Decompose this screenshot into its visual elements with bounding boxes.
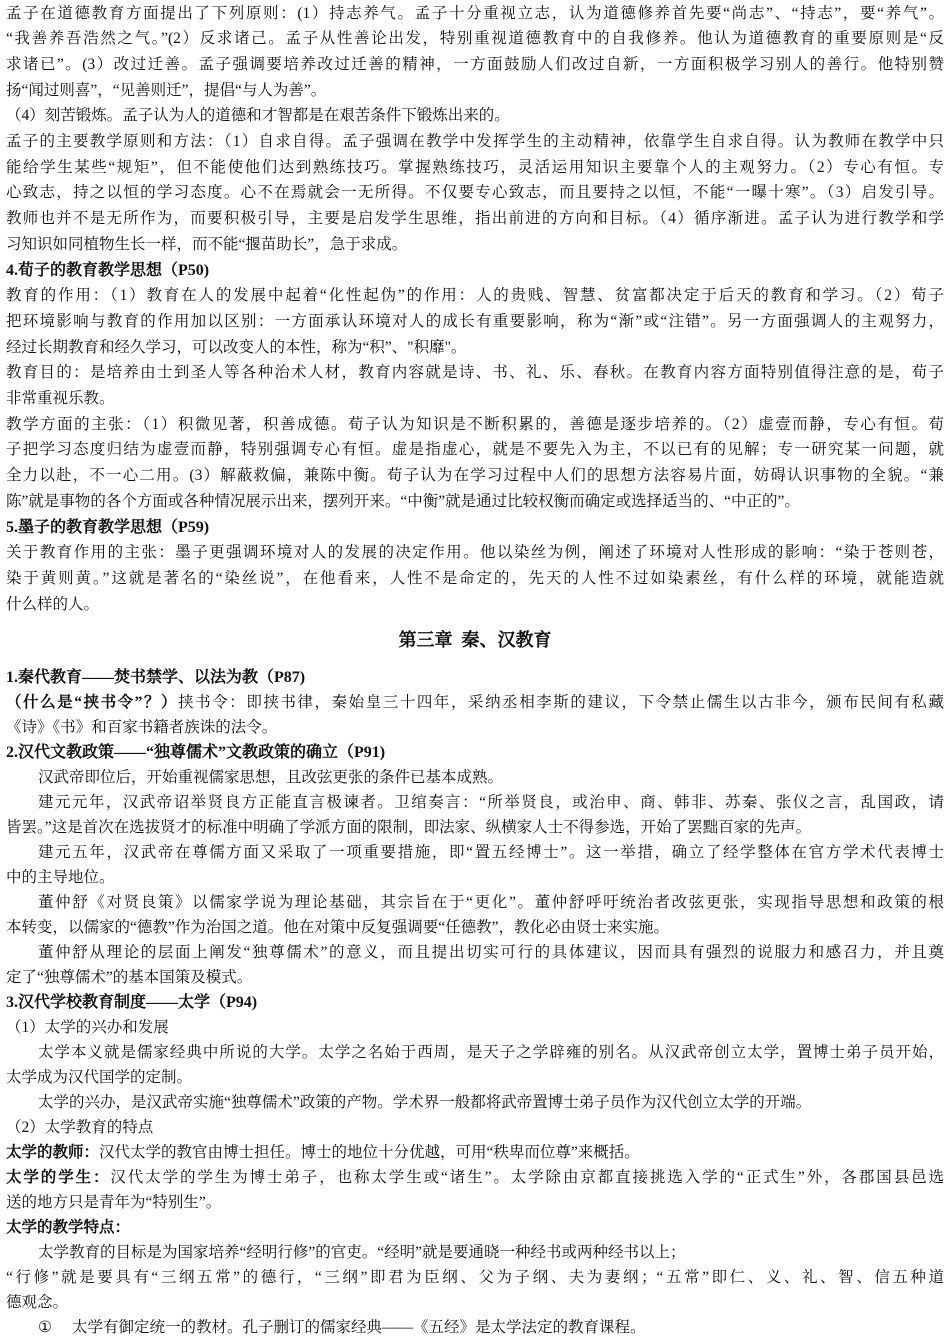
text-line: 孟子的主要教学原则和方法：（1）自求自得。孟子强调在教学中发挥学生的主动精神，依靠学生自求自得。认为教师在教学中只 bbox=[6, 133, 944, 150]
subsection-heading: （2）太学教育的特点 bbox=[6, 1118, 154, 1136]
section-heading: 1.秦代教育——焚书禁学、以法为教（P87) bbox=[6, 668, 306, 686]
text-line: 《诗》《书》和百家书籍者族诛的法令。 bbox=[6, 718, 278, 736]
text-line bbox=[6, 690, 944, 715]
text-line: 孟子在道德教育方面提出了下列原则：(1）持志养气。孟子十分重视立志，认为道德修养首先要“尚志”、“持志”，要“养气”。 bbox=[6, 4, 944, 22]
line-text: 汉代太学的学生为博士弟子，也称太学生或“诸生”。太学除由京都直接挑选入学的“正式生”外，各郡国县邑选 bbox=[110, 1168, 944, 1186]
term-label: 太学的教学特点： bbox=[6, 1218, 131, 1236]
text-line: 非常重视乐教。 bbox=[6, 390, 115, 407]
line-text: 挟书令：即挟书律，秦始皇三十四年，采纳丞相李斯的建议，下令禁止儒生以古非今，颁布民间有私藏 bbox=[178, 693, 944, 711]
text-line: 把环境影响与教育的作用加以区别：一方面承认环境对人的成长有重要影响，称为“渐”或“注错”。另一方面强调人的主观努力， bbox=[6, 312, 944, 330]
section-heading: 5.墨子的教育教学思想（P59) bbox=[6, 518, 210, 536]
text-line: 陈”就是事物的各个方面或各种情况展示出来，摆列开来。“中衡”就是通过比较权衡而确定或选择适当的、“中正的”。 bbox=[6, 492, 800, 510]
text-line: 皆罢。”这是首次在选拔贤才的标准中明确了学派方面的限制，即法家、纵横家人士不得参选，开始了罢黜百家的先声。 bbox=[6, 818, 812, 836]
list-number: ① bbox=[38, 1318, 52, 1336]
text-line: 本转变，以儒家的“德教”作为治国之道。他在对策中反复强调要“任德教”，教化必由贤士来实施。 bbox=[6, 918, 670, 936]
text-line: 太学本义就是儒家经典中所说的大学。太学之名始于西周，是天子之学辟雍的别名。从汉武帝创立太学，置博士弟子员开始， bbox=[38, 1043, 944, 1061]
chapter-title: 第三章 秦、汉教育 bbox=[398, 630, 552, 650]
section-heading: 2.汉代文教政策——“独尊儒术”文教政策的确立（P91) bbox=[6, 743, 386, 761]
term-label: 太学的教师： bbox=[6, 1143, 100, 1161]
text-line: 教学方面的主张：（1）积微见著，积善成德。荀子认为知识是不断积累的，善德是逐步培养的。（2）虚壹而静，专心有恒。荀 bbox=[6, 415, 944, 433]
text-line: 习知识如同植物生长一样，而不能“揠苗助长”，急于求成。 bbox=[6, 235, 408, 253]
text-line: 能给学生某些“规矩”，但不能使他们达到熟练技巧。掌握熟练技巧，灵活运用知识主要靠个人的主观努力。（2）专心有恒。专 bbox=[6, 158, 944, 176]
text-line: 德观念。 bbox=[6, 1293, 69, 1311]
text-line: 太学成为汉代国学的定制。 bbox=[6, 1068, 193, 1086]
text-line: 太学的兴办，是汉武帝实施“独尊儒术”政策的产物。学术界一般都将武帝置博士弟子员作为汉代创立太学的开端。 bbox=[38, 1093, 812, 1111]
section-heading: 4.荀子的教育教学思想（P50) bbox=[6, 261, 210, 279]
text-line bbox=[6, 1165, 944, 1190]
text-line: “行修”就是要具有“三纲五常”的德行，“三纲”即君为臣纲、父为子纲、夫为妻纲；“五常”即仁、义、礼、智、信五种道 bbox=[6, 1268, 944, 1286]
text-line: 定了“独尊儒术”的基本国策及模式。 bbox=[6, 968, 253, 986]
line-text: 太学有御定统一的教材。孔子删订的儒家经典——《五经》是太学法定的教育课程。 bbox=[72, 1318, 646, 1336]
text-line: 教师也并不是无所作为，而要积极引导，主要是启发学生思维，指出前进的方向和目标。（4）循序渐进。孟子认为进行教学和学 bbox=[6, 210, 944, 228]
text-line: 扬“闻过则喜”，“见善则迁”，提倡“与人为善”。 bbox=[6, 81, 327, 99]
text-line: 建元五年，汉武帝在尊儒方面又采取了一项重要措施，即“置五经博士”。这一举措，确立了经学整体在官方学术代表博士 bbox=[38, 843, 944, 861]
text-line: 心致志，持之以恒的学习态度。心不在焉就会一无所得。不仅要专心致志，而且要持之以恒，不能“一曝十寒”。（3）启发引导。 bbox=[6, 184, 944, 202]
text-line: 汉武帝即位后，开始重视儒家思想，且改弦更张的条件已基本成熟。 bbox=[38, 768, 504, 786]
text-line: 关于教育作用的主张：墨子更强调环境对人的发展的决定作用。他以染丝为例，阐述了环境对人性形成的影响：“染于苍则苍， bbox=[6, 544, 944, 562]
section-heading: 3.汉代学校教育制度——太学（P94) bbox=[6, 993, 258, 1011]
text-line: 建元元年，汉武帝诏举贤良方正能直言极谏者。卫绾奏言：“所举贤良，或治申、商、韩非、苏秦、张仪之言，乱国政，请 bbox=[38, 793, 944, 811]
text-line: “我善养吾浩然之气。”(2）反求诸己。孟子从性善论出发，特别重视道德教育中的自我修养。他认为道德教育的重要原则是“反 bbox=[6, 30, 944, 48]
text-line: 董仲舒从理论的层面上阐发“独尊儒术”的意义，而且提出切实可行的具体建议，因而具有强烈的说服力和感召力，并且奠 bbox=[38, 943, 944, 961]
text-line: 教育目的：是培养由士到圣人等各种治术人材，教育内容就是诗、书、礼、乐、春秋。在教育内容方面特别值得注意的是，荀子 bbox=[6, 364, 944, 382]
line-text: 汉代太学的教官由博士担任。博士的地位十分优越，可用“秩卑而位尊”来概括。 bbox=[99, 1143, 640, 1161]
text-line: 教育的作用：（1）教育在人的发展中起着“化性起伪”的作用：人的贵贱、智慧、贫富都决定于后天的教育和学习。（2）荀子 bbox=[6, 287, 944, 305]
subsection-heading: （1）太学的兴办和发展 bbox=[6, 1018, 169, 1036]
text-line: 全力以赴，不一心二用。(3）解蔽救偏，兼陈中衡。荀子认为在学习过程中人们的思想方法容易片面，妨碍认识事物的全貌。“兼 bbox=[6, 467, 944, 485]
text-line: 中的主导地位。 bbox=[6, 868, 115, 886]
text-line: 子把学习态度归结为虚壹而静，特别强调专心有恒。虚是指虚心，就是不要先入为主，不以已有的见解；专一研究某一问题，就 bbox=[6, 441, 944, 459]
text-line bbox=[6, 1140, 944, 1165]
text-line: 送的地方只是青年为“特别生”。 bbox=[6, 1193, 222, 1211]
text-line: （4）刻苦锻炼。孟子认为人的道德和才智都是在艰苦条件下锻炼出来的。 bbox=[6, 107, 510, 125]
term-label: （什么是“挟书令”？） bbox=[6, 693, 179, 711]
text-line: 什么样的人。 bbox=[6, 595, 100, 613]
list-item bbox=[38, 1315, 944, 1340]
text-line: 太学教育的目标是为国家培养“经明行修”的官吏。“经明”就是要通晓一种经书或两种经书以上； bbox=[38, 1243, 686, 1261]
text-line: 求诸已”。(3）改过迁善。孟子强调要培养改过迁善的精神，一方面鼓励人们改过自新，一方面积极学习别人的善行。他特别赞 bbox=[6, 55, 944, 73]
text-line: 染于黄则黄。”这就是著名的“染丝说”，在他看来，人性不是命定的，先天的人性不过如染素丝，有什么样的环境，就能造就 bbox=[6, 569, 944, 587]
text-line: 董仲舒《对贤良策》以儒家学说为理论基础，其宗旨在于“更化”。董仲舒呼吁统治者改弦更张，实现指导思想和政策的根 bbox=[38, 893, 944, 911]
text-line: 经过长期教育和经久学习，可以改变人的本性，称为“积”、"积靡"。 bbox=[6, 338, 467, 356]
term-label: 太学的学生： bbox=[6, 1168, 111, 1186]
